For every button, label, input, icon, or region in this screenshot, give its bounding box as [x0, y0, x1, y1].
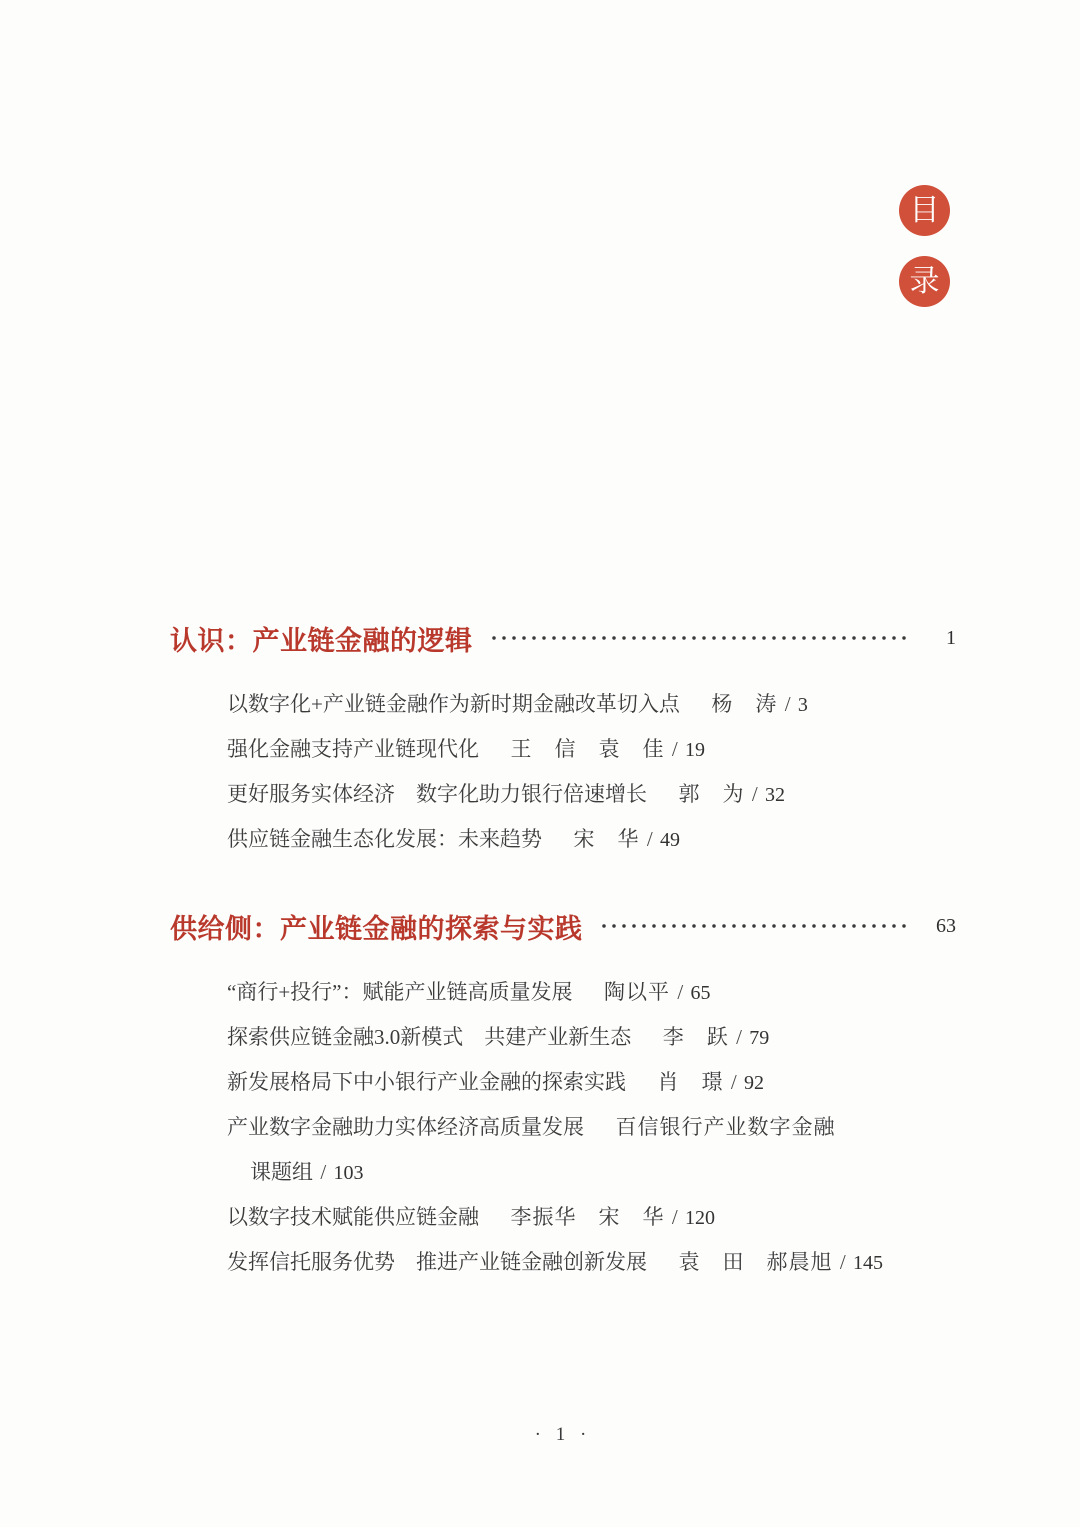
section-2-entries [227, 970, 956, 1285]
entry-authors: 王 信 袁 佳 [510, 737, 665, 761]
entry-page-number: 145 [853, 1252, 884, 1274]
page-separator: / [671, 737, 678, 761]
entry-page-number: 65 [690, 982, 711, 1004]
toc-content [170, 618, 956, 1285]
toc-badge-lu-icon: 录 [899, 256, 950, 307]
entry-authors: 李振华 宋 华 [510, 1205, 665, 1229]
section-page-number: 63 [936, 914, 956, 937]
toc-entry [227, 1240, 956, 1285]
entry-title: 供应链金融生态化发展：未来趋势 [227, 827, 542, 851]
section-page-number: 1 [946, 626, 956, 649]
entry-title: 探索供应链金融3.0新模式 共建产业新生态 [227, 1025, 632, 1049]
page-separator: / [677, 980, 684, 1004]
page-separator: / [751, 782, 758, 806]
page-separator: / [671, 1205, 678, 1229]
entry-page-number: 32 [765, 784, 786, 806]
toc-entry [227, 1195, 956, 1240]
toc-entry [227, 682, 956, 727]
entry-authors-continued: 课题组 [250, 1160, 313, 1184]
entry-authors: 宋 华 [573, 827, 640, 851]
entry-page-number: 92 [744, 1072, 765, 1094]
section-1-entries [227, 682, 956, 862]
toc-entry [227, 1015, 956, 1060]
section-header-2 [170, 906, 956, 946]
entry-authors: 杨 涛 [711, 692, 778, 716]
entry-title: 新发展格局下中小银行产业金融的探索实践 [227, 1070, 626, 1094]
entry-authors: 李 跃 [662, 1025, 729, 1049]
entry-page-number: 120 [685, 1207, 716, 1229]
entry-authors: 袁 田 郝晨旭 [678, 1250, 833, 1274]
toc-entry [227, 970, 956, 1015]
section-title: 认识：产业链金融的逻辑 [170, 625, 473, 656]
toc-entry [227, 1105, 956, 1150]
entry-title: 以数字化+产业链金融作为新时期金融改革切入点 [227, 692, 680, 716]
entry-authors: 百信银行产业数字金融 [615, 1115, 836, 1139]
dotted-leader [489, 618, 913, 658]
page-separator: / [784, 692, 791, 716]
toc-entry [227, 817, 956, 862]
entry-page-number: 79 [749, 1027, 770, 1049]
entry-title: “商行+投行”：赋能产业链高质量发展 [227, 980, 573, 1004]
page-folio: · 1 · [534, 1424, 592, 1445]
section-title: 供给侧：产业链金融的探索与实践 [170, 913, 583, 944]
entry-authors: 陶以平 [603, 980, 670, 1004]
toc-entry [227, 772, 956, 817]
entry-authors: 肖 璟 [657, 1070, 724, 1094]
toc-entry [227, 1060, 956, 1105]
toc-entry-continuation [227, 1150, 956, 1195]
page-separator: / [730, 1070, 737, 1094]
entry-title: 更好服务实体经济 数字化助力银行倍速增长 [227, 782, 647, 806]
entry-title: 强化金融支持产业链现代化 [227, 737, 479, 761]
entry-page-number: 49 [660, 829, 681, 851]
entry-authors: 郭 为 [678, 782, 745, 806]
entry-title: 产业数字金融助力实体经济高质量发展 [227, 1115, 584, 1139]
page-separator: / [839, 1250, 846, 1274]
entry-page-number: 3 [797, 694, 808, 716]
page-separator: / [736, 1025, 742, 1049]
page-separator: / [646, 827, 653, 851]
entry-title: 以数字技术赋能供应链金融 [227, 1205, 479, 1229]
entry-page-number: 19 [685, 739, 706, 761]
page-separator: / [320, 1160, 327, 1184]
entry-title: 发挥信托服务优势 推进产业链金融创新发展 [227, 1250, 647, 1274]
toc-badge-mu-icon: 目 [899, 185, 950, 236]
section-header-1 [170, 618, 956, 658]
toc-entry [227, 727, 956, 772]
entry-page-number: 103 [333, 1162, 364, 1184]
dotted-leader [599, 906, 913, 946]
